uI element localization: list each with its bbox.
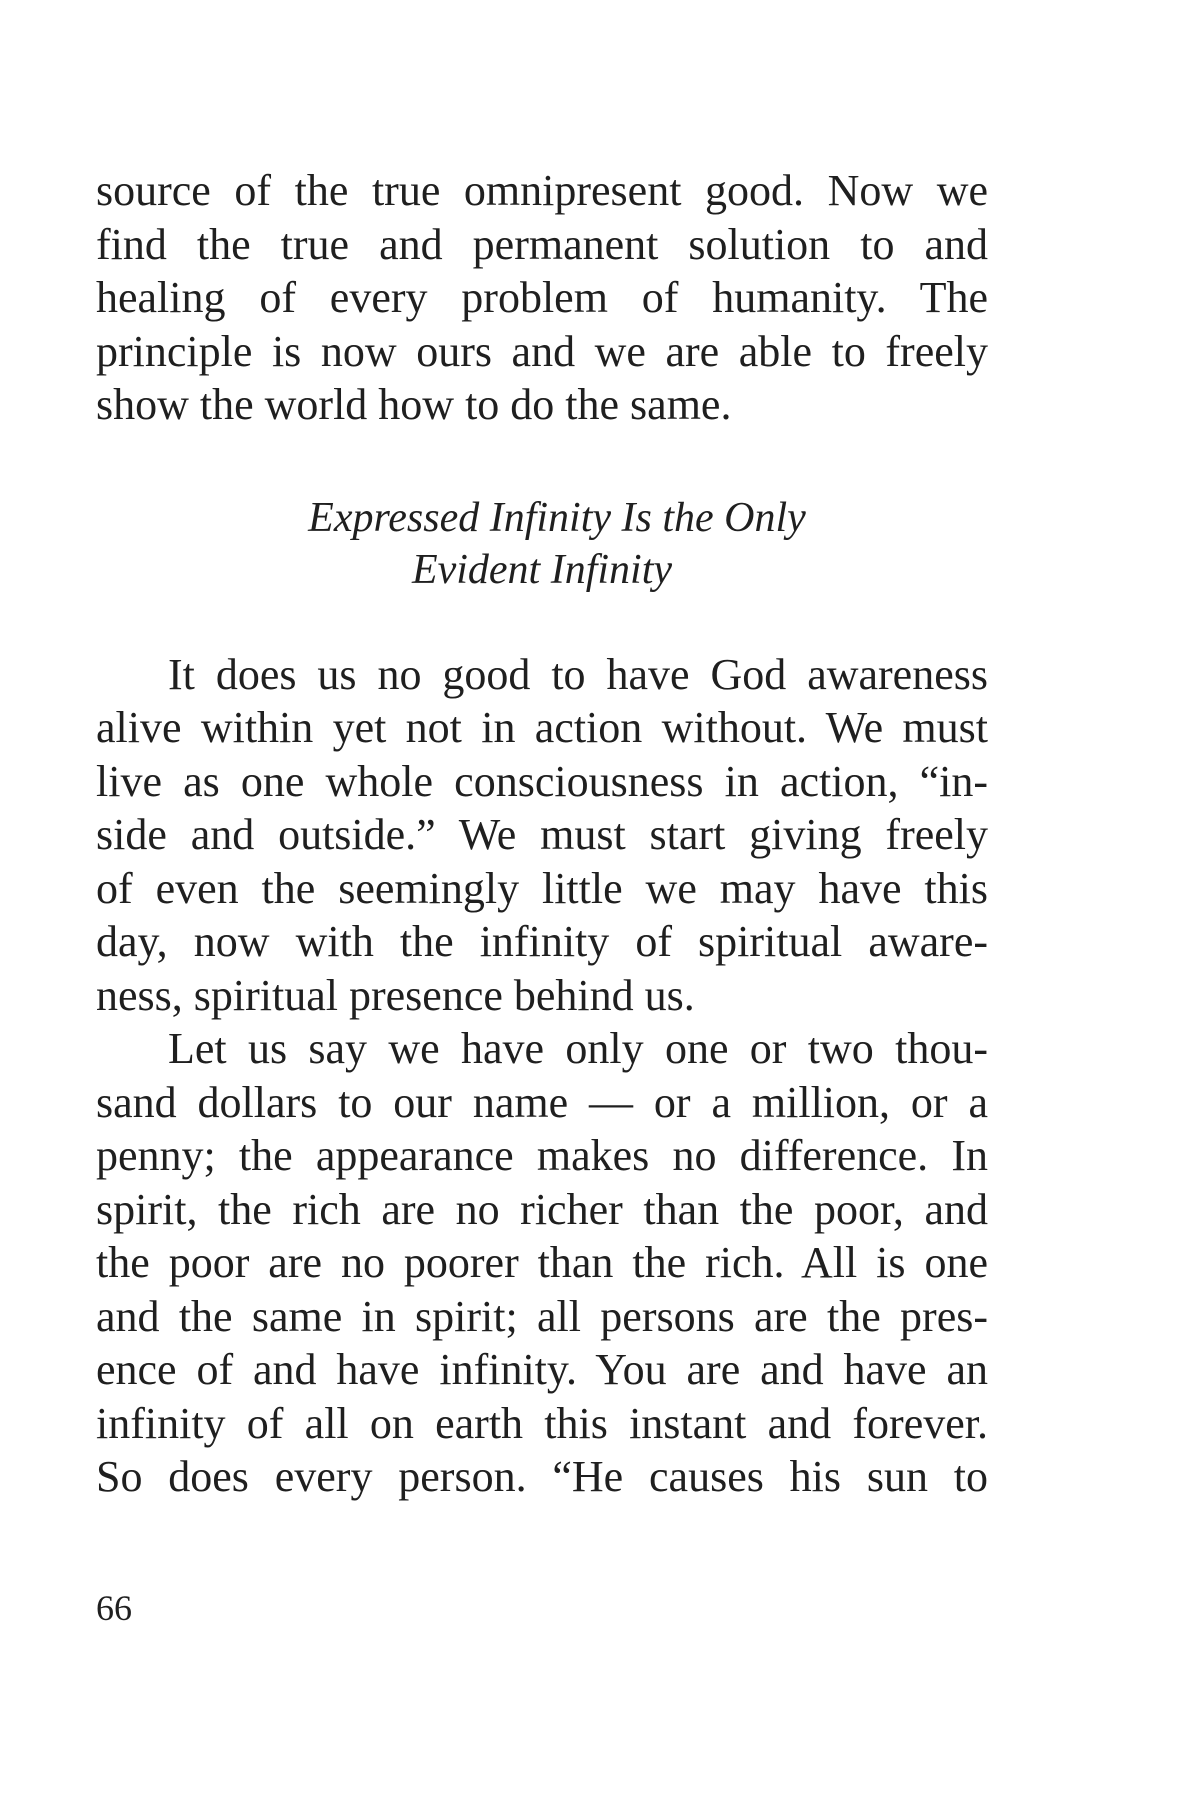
paragraph-1 <box>96 648 988 1023</box>
text-line: infinity of all on earth this instant and forever. <box>96 1398 988 1448</box>
text-line: find the true and permanent solution to and <box>96 219 988 269</box>
paragraph-2 <box>96 1022 988 1504</box>
text-line: live as one whole consciousness in action, “in- <box>96 756 988 806</box>
text-line: of even the seemingly little we may have this <box>96 863 988 913</box>
text-line: principle is now ours and we are able to freely <box>96 326 988 376</box>
text-line: penny; the appearance makes no difference. In <box>96 1131 988 1180</box>
text-line: the poor are no poorer than the rich. All is one <box>96 1238 988 1287</box>
text-line: healing of every problem of humanity. The <box>96 273 988 322</box>
text-line: Let us say we have only one or two thou- <box>168 1024 988 1073</box>
text-line: ness, spiritual presence behind us. <box>96 970 695 1020</box>
text-line: alive within yet not in action without. We must <box>96 703 988 752</box>
text-line: show the world how to do the same. <box>96 380 732 429</box>
text-line: side and outside.” We must start giving freely <box>96 810 988 859</box>
intro-paragraph <box>96 164 988 432</box>
page-number: 66 <box>96 1588 132 1628</box>
text-line: It does us no good to have God awareness <box>168 649 988 699</box>
text-line: spirit, the rich are no richer than the poor, and <box>96 1184 988 1234</box>
text-line: ence of and have infinity. You are and have an <box>96 1345 988 1394</box>
text-line: So does every person. “He causes his sun to <box>96 1452 988 1501</box>
text-line: source of the true omnipresent good. Now we <box>96 166 988 215</box>
text-line: day, now with the infinity of spiritual aware- <box>96 917 988 966</box>
section-heading-line: Expressed Infinity Is the Only <box>308 494 806 541</box>
section-heading <box>96 492 988 596</box>
section-heading-line: Evident Infinity <box>411 546 673 593</box>
text-line: sand dollars to our name — or a million, or a <box>96 1077 988 1127</box>
text-line: and the same in spirit; all persons are the pres- <box>96 1291 988 1341</box>
page-body <box>96 164 988 1504</box>
